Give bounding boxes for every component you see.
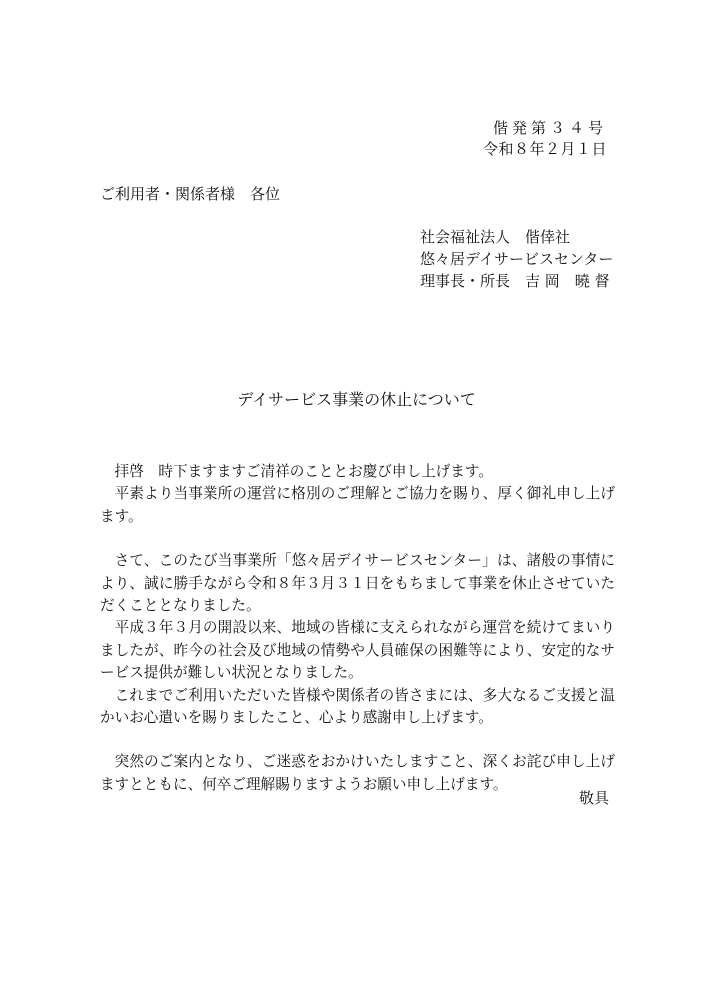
document-date: 令和８年２月１日 [482, 140, 607, 158]
body-paragraph-gratitude: これまでご利用いただいた皆様や関係者の皆さまには、多大なるご支援と温かいお心遣いを賜りましたこと、心より感謝申し上げます。 [100, 686, 615, 727]
closing-word: 敬具 [578, 789, 609, 807]
body-paragraph-apology: 突然のご案内となり、ご迷惑をおかけいたしますこと、深くお詫び申し上げますとともに、何卒ご理解賜りますようお願い申し上げます。 [100, 753, 615, 793]
sender-center: 悠々居デイサービスセンター [420, 250, 614, 268]
sender-organization: 社会福祉法人 偕倖社 [420, 228, 571, 246]
paragraph-gap [100, 528, 615, 550]
body-paragraph-announcement: さて、このたび当事業所「悠々居デイサービスセンター」は、諸般の事情により、誠に勝手ながら令和８年３月３１日をもちまして事業を休止させていただくこととなりました。 [100, 552, 615, 615]
body-paragraph-thanks: 平素より当事業所の運営に格別のご理解とご協力を賜り、厚く御礼申し上げます。 [100, 485, 615, 525]
document-title: デイサービス事業の休止について [237, 390, 476, 409]
sender-block [420, 226, 613, 292]
paragraph-gap [100, 729, 615, 751]
body-paragraph-greeting: 拝啓 時下ますますご清祥のこととお慶び申し上げます。 [114, 463, 493, 480]
sender-person: 理事長・所長 吉 岡 曉 督 [420, 272, 610, 290]
body-paragraph-reason: 平成３年３月の開設以来、地域の皆様に支えられながら運営を続けてまいりましたが、昨今の社会及び地域の情勢や人員確保の困難等により、安定的なサービス提供が難しい状況となりました。 [100, 619, 615, 682]
addressee: ご利用者・関係者様 各位 [100, 185, 281, 203]
document-number: 偕発第３４号 [492, 119, 607, 137]
letter-body [100, 461, 615, 796]
